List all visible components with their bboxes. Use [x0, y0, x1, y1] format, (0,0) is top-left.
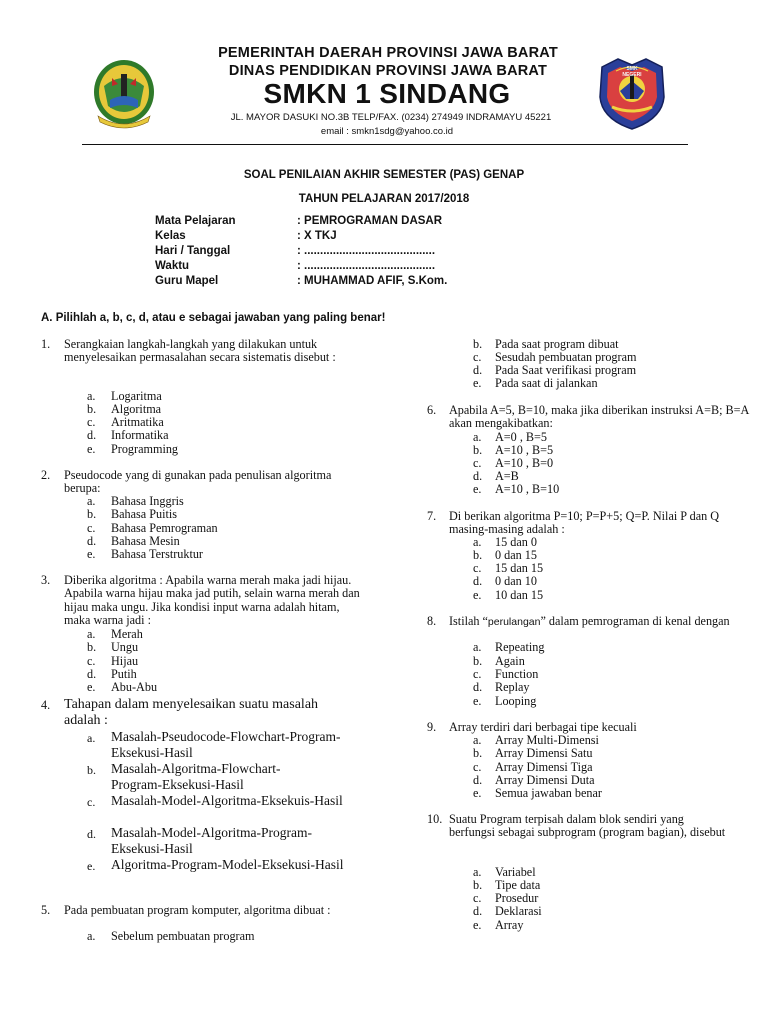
option-letter: e. — [87, 680, 96, 694]
option — [87, 793, 357, 809]
option-text: Tipe data — [495, 878, 541, 892]
option-text: Logaritma — [111, 389, 162, 403]
option — [87, 825, 357, 857]
question-3 — [41, 574, 371, 630]
option-text: Abu-Abu — [111, 680, 158, 694]
question-stem: Suatu Program terpisah dalam blok sendiri yang berfungsi sebagai subprogram (program bagian), disebut — [449, 812, 726, 840]
option-letter: e. — [473, 694, 482, 708]
option-text: A=10 , B=10 — [495, 482, 560, 496]
option-text: Bahasa Terstruktur — [111, 547, 203, 561]
question-number: 8. — [427, 614, 437, 628]
option-letter: b. — [473, 746, 483, 760]
option-text: Variabel — [495, 865, 536, 879]
option-text: A=10 , B=5 — [495, 443, 554, 457]
option-letter: d. — [87, 428, 97, 442]
option-letter: c. — [473, 350, 482, 364]
option-text: Bahasa Inggris — [111, 494, 184, 508]
meta-label: Mata Pelajaran — [155, 215, 236, 227]
question-stem: Apabila A=5, B=10, maka jika diberikan instruksi A=B; B=A akan mengakibatkan: — [449, 403, 749, 431]
option-text: Again — [495, 654, 525, 668]
question-number: 7. — [427, 509, 437, 523]
option-text: Sesudah pembuatan program — [495, 350, 637, 364]
question-stem: Tahapan dalam menyelesaikan suatu masalah adalah : — [64, 697, 319, 728]
option-text: Masalah-Algoritma-Flowchart-Program-Eksekusi-Hasil — [111, 761, 281, 792]
option-letter: e. — [87, 859, 96, 873]
option-text: Putih — [111, 667, 137, 681]
option-text: Prosedur — [495, 891, 539, 905]
option-text: Pada saat program dibuat — [495, 337, 619, 351]
option-letter: d. — [473, 574, 483, 588]
option — [87, 761, 357, 793]
option-letter: c. — [87, 415, 96, 429]
option-text: Pada Saat verifikasi program — [495, 363, 637, 377]
option-letter: b. — [473, 878, 483, 892]
option-text: 15 dan 15 — [495, 561, 544, 575]
option-letter: a. — [87, 731, 96, 745]
question-6 — [427, 404, 747, 432]
header-line2: DINAS PENDIDIKAN PROVINSI JAWA BARAT — [228, 63, 548, 79]
question-5 — [41, 904, 371, 932]
meta-label: Waktu — [155, 260, 190, 272]
option-text: 10 dan 15 — [495, 588, 544, 602]
question-stem: Serangkaian langkah-langkah yang dilakukan untuk menyelesaikan permasalahan secara sistematis disebut : — [64, 337, 336, 365]
question-stem: Diberika algoritma : Apabila warna merah maka jadi hijau. Apabila warna hijau maka jad putih, selain warna merah dan hijau maka ungu. Jika kondisi input warna adalah hitam, maka warna jadi : — [64, 573, 360, 628]
exam-year: TAHUN PELAJARAN 2017/2018 — [298, 193, 470, 205]
question-7 — [427, 510, 747, 538]
option-letter: c. — [473, 760, 482, 774]
right-logo-text: SMK NEGERI — [622, 66, 642, 78]
option-letter: a. — [87, 929, 96, 943]
option-letter: d. — [87, 827, 96, 841]
header-line1: PEMERINTAH DAERAH PROVINSI JAWA BARAT — [218, 45, 558, 61]
option-letter: e. — [473, 786, 482, 800]
option-text: Pada saat di jalankan — [495, 376, 598, 390]
option-text: Array — [495, 918, 524, 932]
question-stem: Pseudocode yang di gunakan pada penulisan algoritma berupa: — [64, 468, 332, 496]
question-number: 1. — [41, 337, 51, 351]
option-letter: d. — [473, 680, 483, 694]
option-letter: d. — [87, 534, 97, 548]
stem-part: ” dalam pemrograman di kenal dengan — [540, 614, 730, 628]
option-letter: c. — [87, 521, 96, 535]
option-text: Repeating — [495, 640, 545, 654]
header-divider — [82, 144, 688, 145]
option-letter: a. — [473, 865, 482, 879]
option-letter: b. — [87, 402, 97, 416]
option-letter: b. — [473, 443, 483, 457]
question-10 — [427, 813, 747, 855]
meta-value: : PEMROGRAMAN DASAR — [297, 215, 443, 227]
option-text: Array Multi-Dimensi — [495, 733, 599, 747]
section-a-instruction: A. Pilihlah a, b, c, d, atau e sebagai jawaban yang paling benar! — [41, 312, 386, 324]
option-text: 15 dan 0 — [495, 535, 537, 549]
option-text: Hijau — [111, 654, 139, 668]
option-text: Sebelum pembuatan program — [111, 929, 255, 943]
question-stem: Array terdiri dari berbagai tipe kecuali — [449, 720, 637, 734]
option-letter: a. — [473, 430, 482, 444]
option-letter: c. — [87, 795, 96, 809]
option-text: Semua jawaban benar — [495, 786, 602, 800]
meta-value: : ......................................... — [297, 245, 436, 257]
option-letter: c. — [473, 561, 482, 575]
meta-label: Hari / Tanggal — [155, 245, 231, 257]
option-text: Bahasa Mesin — [111, 534, 180, 548]
option-text: Algoritma — [111, 402, 162, 416]
question-4 — [41, 697, 371, 731]
option-letter: d. — [473, 469, 483, 483]
option-letter: e. — [87, 547, 96, 561]
option-text: Informatika — [111, 428, 169, 442]
option-letter: e. — [473, 588, 482, 602]
school-address: JL. MAYOR DASUKI NO.3B TELP/FAX. (0234) 274949 INDRAMAYU 45221 — [230, 112, 552, 123]
option-letter: c. — [473, 667, 482, 681]
school-name: SMKN 1 SINDANG — [263, 78, 511, 109]
option-text: Aritmatika — [111, 415, 164, 429]
meta-label: Kelas — [155, 230, 186, 242]
option-text: Array Dimensi Satu — [495, 746, 593, 760]
option-letter: a. — [473, 535, 482, 549]
meta-value: : MUHAMMAD AFIF, S.Kom. — [297, 275, 448, 287]
option-text: A=0 , B=5 — [495, 430, 548, 444]
option — [87, 857, 357, 873]
question-2 — [41, 469, 371, 497]
question-number: 10. — [427, 812, 443, 826]
stem-term: perulangan — [487, 616, 541, 628]
option-letter: a. — [87, 389, 96, 403]
option-text: Deklarasi — [495, 904, 542, 918]
option-letter: b. — [473, 337, 483, 351]
option-text: A=B — [495, 469, 519, 483]
option-text: Ungu — [111, 640, 139, 654]
option-letter: d. — [473, 363, 483, 377]
option-text: Masalah-Pseudocode-Flowchart-Program-Eksekusi-Hasil — [111, 729, 341, 760]
option-letter: e. — [473, 482, 482, 496]
option-letter: c. — [473, 456, 482, 470]
option-letter: b. — [473, 548, 483, 562]
meta-label: Guru Mapel — [155, 275, 219, 287]
option-letter: e. — [87, 442, 96, 456]
question-number: 9. — [427, 720, 437, 734]
option-text: Bahasa Pemrograman — [111, 521, 218, 535]
option-letter: d. — [473, 904, 483, 918]
meta-value: : X TKJ — [297, 230, 337, 242]
question-number: 3. — [41, 573, 51, 587]
option-letter: a. — [87, 494, 96, 508]
question-1 — [41, 338, 371, 378]
exam-title: SOAL PENILAIAN AKHIR SEMESTER (PAS) GENAP — [243, 169, 525, 181]
question-stem — [449, 615, 749, 629]
option-letter: b. — [473, 654, 483, 668]
meta-value: : ......................................... — [297, 260, 436, 272]
question-number: 4. — [41, 698, 51, 712]
option-text: Programming — [111, 442, 179, 456]
question-number: 5. — [41, 903, 51, 917]
option-text: 0 dan 10 — [495, 574, 537, 588]
option-letter: a. — [87, 627, 96, 641]
option-letter: c. — [87, 654, 96, 668]
option-text: Algoritma-Program-Model-Eksekusi-Hasil — [111, 857, 344, 872]
option-text: Merah — [111, 627, 143, 641]
option-letter: b. — [87, 507, 97, 521]
question-stem: Pada pembuatan program komputer, algoritma dibuat : — [64, 903, 331, 917]
option-text: Masalah-Model-Algoritma-Program-Eksekusi-Hasil — [111, 825, 312, 856]
option-text: Array Dimensi Duta — [495, 773, 595, 787]
option-letter: b. — [87, 640, 97, 654]
option-letter: a. — [473, 733, 482, 747]
question-number: 6. — [427, 403, 437, 417]
option-text: Masalah-Model-Algoritma-Eksekuis-Hasil — [111, 793, 343, 808]
option-text: A=10 , B=0 — [495, 456, 554, 470]
option — [87, 729, 357, 761]
question-stem: Di berikan algoritma P=10; P=P+5; Q=P. Nilai P dan Q masing-masing adalah : — [449, 509, 720, 537]
option-letter: c. — [473, 891, 482, 905]
option-letter: b. — [87, 763, 96, 777]
option-text: Replay — [495, 680, 530, 694]
option-text: 0 dan 15 — [495, 548, 537, 562]
option-letter: e. — [473, 918, 482, 932]
option-letter: d. — [87, 667, 97, 681]
option-letter: a. — [473, 640, 482, 654]
stem-part: Istilah “ — [449, 614, 488, 628]
option-letter: d. — [473, 773, 483, 787]
option-text: Array Dimensi Tiga — [495, 760, 593, 774]
question-8 — [427, 615, 747, 643]
question-number: 2. — [41, 468, 51, 482]
option-letter: e. — [473, 376, 482, 390]
option-text: Function — [495, 667, 539, 681]
school-email: email : smkn1sdg@yahoo.co.id — [320, 126, 454, 137]
option-text: Looping — [495, 694, 537, 708]
option-text: Bahasa Puitis — [111, 507, 178, 521]
